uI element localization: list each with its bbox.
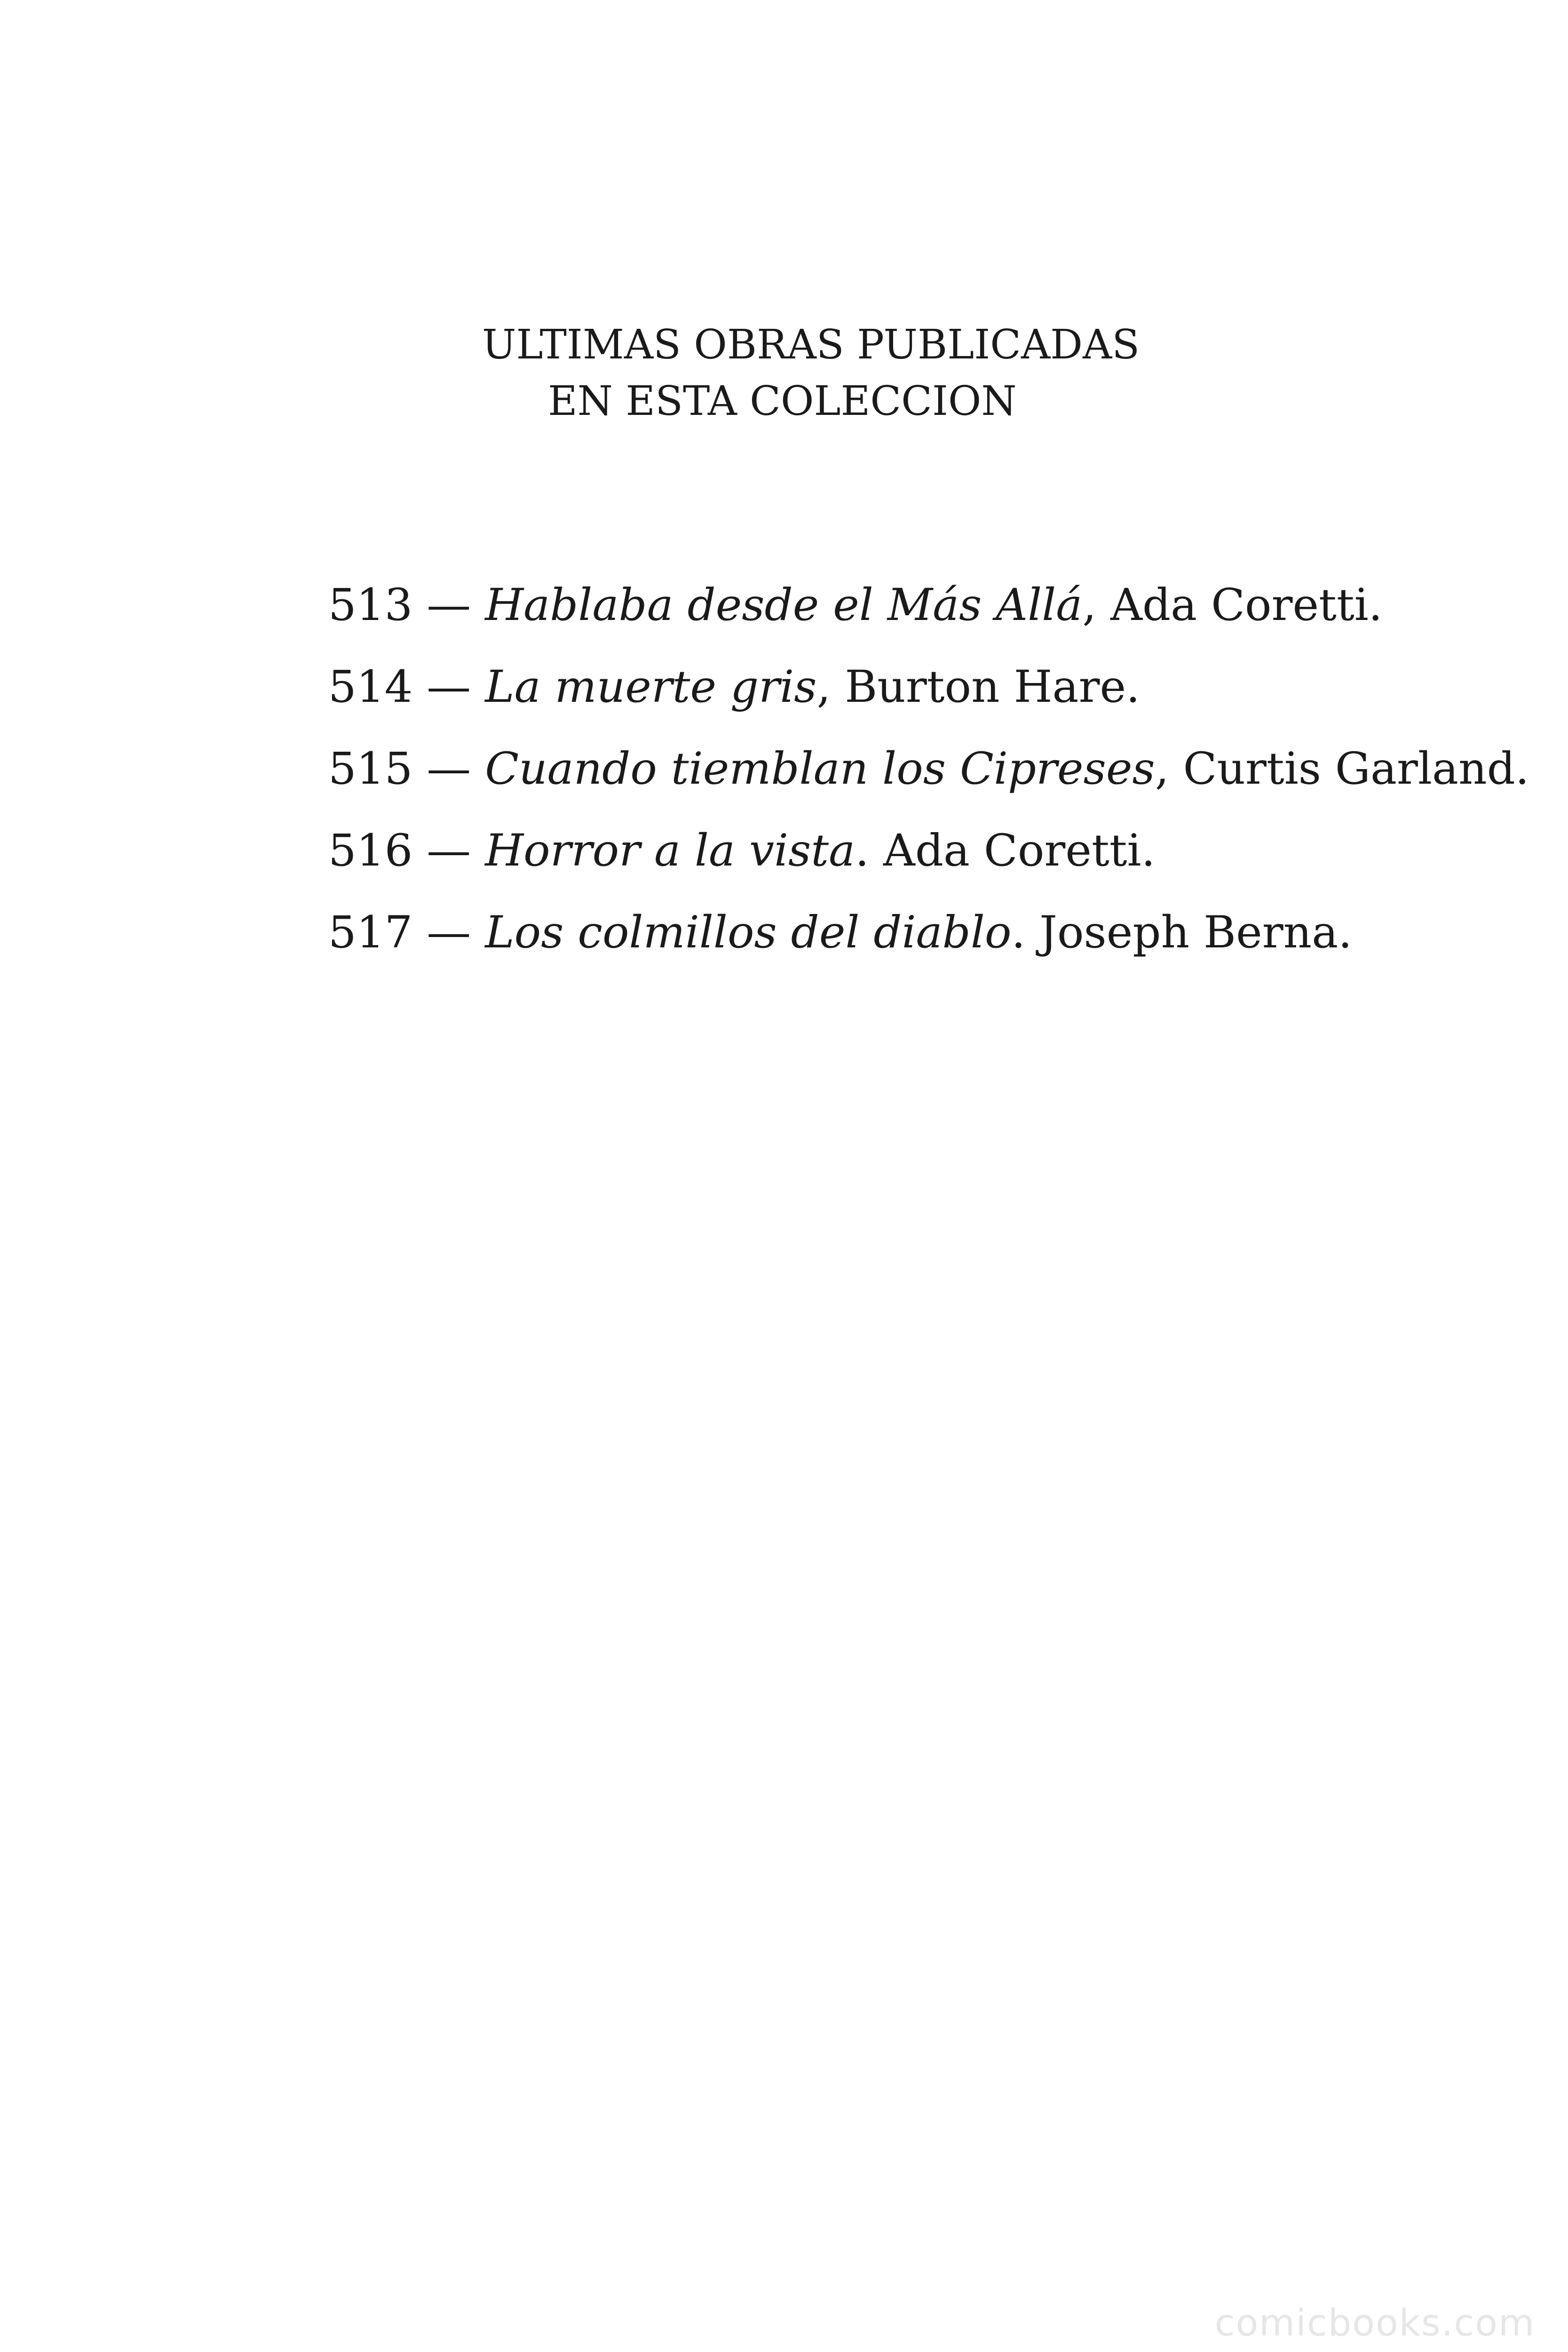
book-item-513 [328,564,1529,646]
heading-line-2: EN ESTA COLECCION [548,378,1017,425]
book-author: Curtis Garland. [1183,743,1529,795]
separator: , [1082,580,1111,631]
book-author: Burton Hare. [845,661,1140,713]
book-number: 515 [328,743,413,795]
heading-line-1: ULTIMAS OBRAS PUBLICADAS [482,321,1140,368]
watermark: comicbooks.com [1214,2302,1535,2344]
em-dash: — [412,580,485,631]
em-dash: — [412,661,485,713]
em-dash: — [412,825,485,876]
book-number: 517 [328,907,413,958]
book-title: La muerte gris [485,661,817,713]
book-title: Los colmillos del diablo [485,907,1012,958]
book-title: Horror a la vista [485,825,855,876]
book-number: 514 [328,661,413,713]
book-item-514 [328,646,1529,728]
book-title: Cuando tiemblan los Cipreses [485,743,1155,795]
book-item-517 [328,892,1529,974]
book-author: Joseph Berna. [1039,907,1353,958]
book-number: 516 [328,825,413,876]
book-author: Ada Coretti. [1110,580,1383,631]
book-item-516 [328,810,1529,892]
em-dash: — [412,743,485,795]
book-title: Hablaba desde el Más Allá [485,580,1083,631]
book-author: Ada Coretti. [883,825,1156,876]
separator: . [855,825,883,876]
book-list [328,564,1529,974]
book-item-515 [328,728,1529,810]
separator: , [816,661,845,713]
separator: , [1155,743,1183,795]
separator: . [1011,907,1040,958]
em-dash: — [412,907,485,958]
book-number: 513 [328,580,413,631]
